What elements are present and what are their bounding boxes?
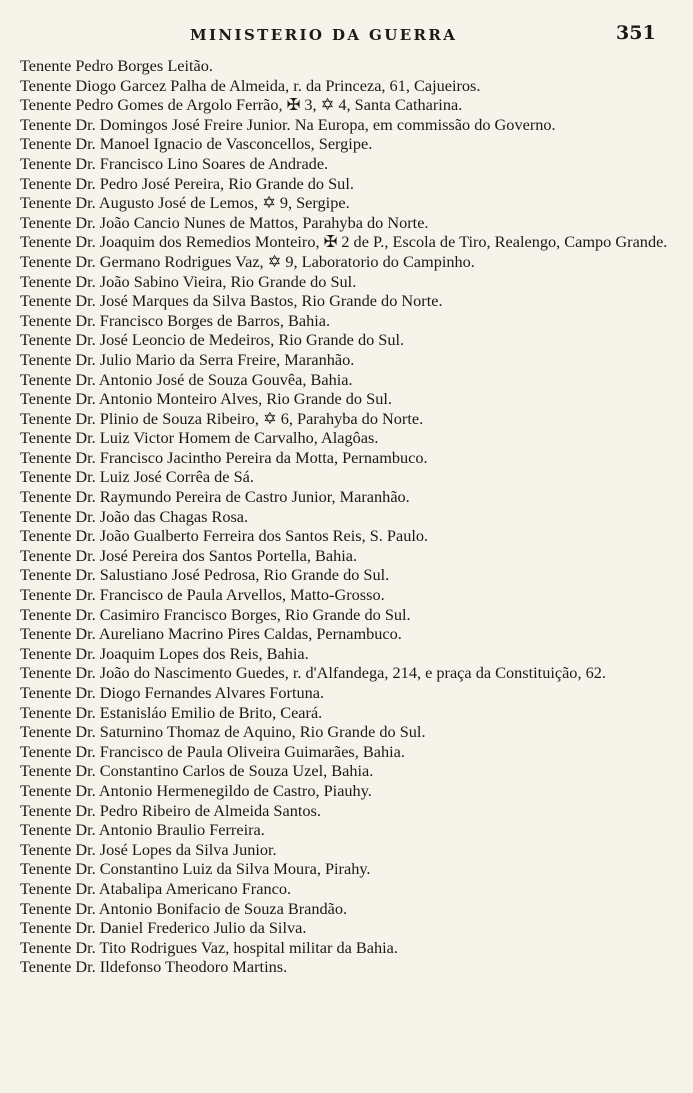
list-item: Tenente Dr. Francisco Jacintho Pereira da Motta, Pernambuco. [20,447,428,467]
list-item: Tenente Dr. João Cancio Nunes de Mattos, Parahyba do Norte. [20,212,429,232]
list-item: Tenente Dr. João das Chagas Rosa. [20,506,249,526]
list-item: Tenente Dr. Joaquim dos Remedios Monteiro, ✠ 2 de P., Escola de Tiro, Realengo, Campo Grande. [20,232,668,252]
list-item: Tenente Dr. Raymundo Pereira de Castro Junior, Maranhão. [20,487,410,507]
list-item: Tenente Dr. Joaquim Lopes dos Reis, Bahia. [20,643,309,663]
page-number: 351 [616,22,656,44]
list-item: Tenente Dr. Constantino Carlos de Souza Uzel, Bahia. [20,761,374,781]
list-item: Tenente Dr. Antonio José de Souza Gouvêa, Bahia. [20,369,353,389]
list-item: Tenente Dr. João Sabino Vieira, Rio Grande do Sul. [20,271,357,291]
page-title: MINISTERIO DA GUERRA [190,26,458,44]
list-item: Tenente Dr. Antonio Braulio Ferreira. [20,820,265,840]
list-item: Tenente Dr. Diogo Fernandes Alvares Fortuna. [20,683,325,702]
list-item: Tenente Dr. Casimiro Francisco Borges, Rio Grande do Sul. [20,604,411,624]
list-item: Tenente Pedro Borges Leitão. [20,56,213,75]
list-item: Tenente Dr. José Leoncio de Medeiros, Rio Grande do Sul. [20,330,405,350]
list-item: Tenente Diogo Garcez Palha de Almeida, r. da Princeza, 61, Cajueiros. [20,75,481,95]
list-item: Tenente Dr. Estanisláo Emilio de Brito, Ceará. [20,702,323,722]
list-item: Tenente Dr. José Pereira dos Santos Portella, Bahia. [20,545,358,565]
list-item: Tenente Dr. Antonio Hermenegildo de Castro, Piauhy. [20,780,372,800]
list-item: Tenente Dr. Pedro José Pereira, Rio Grande do Sul. [20,173,354,193]
list-item: Tenente Dr. Antonio Monteiro Alves, Rio Grande do Sul. [20,389,392,409]
list-item: Tenente Dr. Francisco Borges de Barros, Bahia. [20,310,331,330]
list-item: Tenente Dr. Aureliano Macrino Pires Caldas, Pernambuco. [20,624,402,644]
list-item: Tenente Dr. Francisco de Paula Oliveira Guimarães, Bahia. [20,741,405,761]
list-item: Tenente Dr. Manoel Ignacio de Vasconcellos, Sergipe. [20,134,373,154]
list-item: Tenente Dr. Luiz Victor Homem de Carvalho, Alagôas. [20,428,379,448]
list-item: Tenente Dr. João Gualberto Ferreira dos Santos Reis, S. Paulo. [20,526,429,546]
officer-list [20,56,682,977]
list-item: Tenente Dr. Daniel Frederico Julio da Silva. [20,918,307,938]
list-item: Tenente Dr. João do Nascimento Guedes, r. d'Alfandega, 214, e praça da Constituição, 62. [20,663,606,683]
list-item: Tenente Dr. Pedro Ribeiro de Almeida Santos. [20,800,321,820]
list-item: Tenente Dr. Augusto José de Lemos, ✡ 9, Sergipe. [20,193,350,213]
list-item: Tenente Dr. Julio Mario da Serra Freire, Maranhão. [20,349,355,369]
list-item: Tenente Dr. Tito Rodrigues Vaz, hospital militar da Bahia. [20,937,398,957]
list-item: Tenente Dr. Luiz José Corrêa de Sá. [20,467,254,487]
list-item: Tenente Dr. Francisco de Paula Arvellos, Matto-Grosso. [20,585,385,605]
list-item: Tenente Dr. Constantino Luiz da Silva Moura, Pirahy. [20,859,371,879]
list-item: Tenente Dr. Francisco Lino Soares de Andrade. [20,153,329,173]
list-item: Tenente Dr. José Lopes da Silva Junior. [20,839,277,859]
list-item: Tenente Dr. Atabalipa Americano Franco. [20,878,292,898]
list-item: Tenente Dr. Salustiano José Pedrosa, Rio Grande do Sul. [20,565,390,585]
list-item: Tenente Dr. Plinio de Souza Ribeiro, ✡ 6, Parahyba do Norte. [20,408,424,428]
list-item: Tenente Dr. Germano Rodrigues Vaz, ✡ 9, Laboratorio do Campinho. [20,251,475,271]
page-header [0,22,693,52]
list-item: Tenente Pedro Gomes de Argolo Ferrão, ✠ 3, ✡ 4, Santa Catharina. [20,95,463,115]
list-item: Tenente Dr. José Marques da Silva Bastos, Rio Grande do Norte. [20,291,443,311]
list-item: Tenente Dr. Saturnino Thomaz de Aquino, Rio Grande do Sul. [20,722,426,742]
list-item: Tenente Dr. Ildefonso Theodoro Martins. [20,957,288,977]
list-item: Tenente Dr. Antonio Bonifacio de Souza Brandão. [20,898,348,918]
list-item: Tenente Dr. Domingos José Freire Junior. Na Europa, em commissão do Governo. [20,114,556,134]
